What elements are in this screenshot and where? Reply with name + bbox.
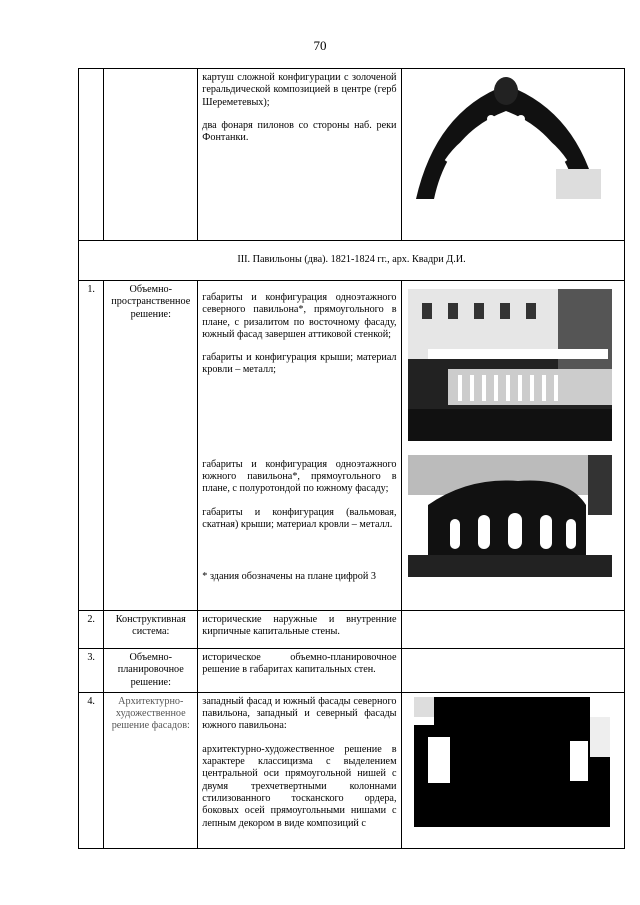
description-paragraph: габариты и конфигурация одноэтажного северного павильона*, прямоугольного в плане, с ризалитом по восточному фасаду, южный фасад завершен аттиковой стенкой;	[202, 292, 397, 340]
table-row	[79, 69, 625, 241]
description-cell	[198, 649, 401, 693]
cartouche-photo	[406, 71, 608, 199]
description-paragraph: картуш сложной конфигурации с золоченой геральдической композицией в центре (герб Шереметевых);	[202, 72, 397, 108]
description-cell	[198, 69, 401, 241]
page-number: 70	[313, 38, 327, 53]
row-number: 1.	[79, 281, 104, 611]
row-label: Объемно-пространственное решение:	[104, 281, 198, 611]
south-pavilion-photo	[408, 455, 612, 577]
description-paragraph: архитектурно-художественное решение в характере классицизма с выделением центральной оси прямоугольной нишей с двумя трехчетвертными колоннами стилизованного тосканского ордера, боковых осей прямоугольными нишами с лепным декором в виде композиций с	[202, 743, 397, 829]
description-paragraph: габариты и конфигурация крыши; материал кровли – металл;	[202, 352, 397, 376]
photo-cell	[401, 281, 624, 611]
row-number: 3.	[79, 649, 104, 693]
table-row	[79, 649, 625, 693]
row-label: Архитектурно-художественное решение фасадов:	[104, 692, 198, 848]
section-header: III. Павильоны (два). 1821-1824 гг., арх. Квадри Д.И.	[79, 241, 625, 281]
photo-cell	[401, 692, 624, 848]
description-paragraph: западный фасад и южный фасады северного павильона, западный и северный фасады южного павильона:	[202, 695, 397, 732]
description-paragraph: исторические наружные и внутренние кирпичные капитальные стены.	[202, 614, 397, 638]
description-paragraph: габариты и конфигурация одноэтажного южного павильона*, прямоугольного в плане, с полуротондой по южному фасаду;	[202, 458, 397, 495]
row-number: 2.	[79, 611, 104, 649]
row-label: Конструктивная система:	[104, 611, 198, 649]
description-paragraph: габариты и конфигурация (вальмовая, скатная) крыши; материал кровли – металл.	[202, 506, 397, 530]
description-cell	[198, 281, 401, 611]
table-row	[79, 611, 625, 649]
monument-table	[78, 68, 625, 849]
table-row	[79, 692, 625, 848]
section-header-row	[79, 241, 625, 281]
description-cell	[198, 692, 401, 848]
table-row	[79, 281, 625, 611]
photo-cell	[401, 69, 624, 241]
row-label: Объемно-планировочное решение:	[104, 649, 198, 693]
facade-photo	[414, 697, 610, 827]
description-paragraph: * здания обозначены на плане цифрой 3	[202, 571, 376, 583]
row-number: 4.	[79, 692, 104, 848]
description-cell	[198, 611, 401, 649]
north-pavilion-photo	[408, 289, 612, 441]
description-paragraph: два фонаря пилонов со стороны наб. реки Фонтанки.	[202, 119, 397, 144]
description-paragraph: историческое объемно-планировочное решение в габаритах капитальных стен.	[202, 652, 397, 676]
